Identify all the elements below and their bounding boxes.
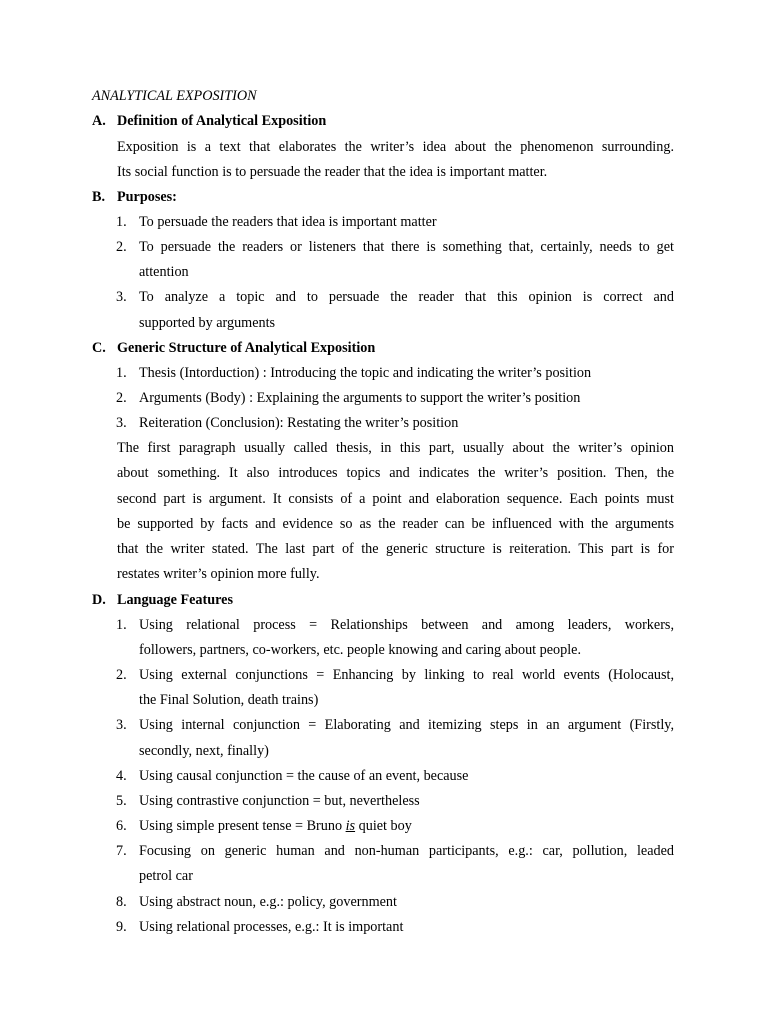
- section-a-letter: A.: [92, 113, 106, 129]
- list-item: [139, 817, 674, 835]
- list-item-continuation: petrol car: [139, 868, 193, 884]
- section-c-heading: Generic Structure of Analytical Exposition: [117, 340, 376, 356]
- list-item: Using relational processes, e.g.: It is important: [139, 919, 404, 935]
- list-item: To analyze a topic and to persuade the reader that this opinion is correct and: [139, 289, 674, 305]
- list-number: 3.: [116, 289, 127, 305]
- list-item: To persuade the readers or listeners that there is something that, certainly, needs to get: [139, 239, 674, 255]
- list-number: 2.: [116, 239, 127, 255]
- list-item: Using external conjunctions = Enhancing by linking to real world events (Holocaust,: [139, 667, 674, 683]
- list-number: 8.: [116, 894, 127, 910]
- section-a-line: Exposition is a text that elaborates the writer’s idea about the phenomenon surrounding.: [117, 139, 674, 155]
- section-c-letter: C.: [92, 340, 106, 356]
- list-item: Using relational process = Relationships between and among leaders, workers,: [139, 617, 674, 633]
- list-number: 2.: [116, 390, 127, 406]
- section-d-heading: Language Features: [117, 592, 233, 608]
- paragraph-line: second part is argument. It consists of a point and elaboration sequence. Each points must: [117, 491, 674, 507]
- list-number: 4.: [116, 768, 127, 784]
- list-number: 7.: [116, 843, 127, 859]
- list-item: Using contrastive conjunction = but, nevertheless: [139, 793, 420, 809]
- list-item: Using internal conjunction = Elaborating and itemizing steps in an argument (Firstly,: [139, 717, 674, 733]
- list-number: 6.: [116, 818, 127, 834]
- list-item-continuation: attention: [139, 264, 189, 280]
- section-a-heading: Definition of Analytical Exposition: [117, 113, 327, 129]
- list-item-text: quiet boy: [355, 818, 412, 834]
- paragraph-line: that the writer stated. The last part of the generic structure is reiteration. This part is for: [117, 541, 674, 557]
- section-d-letter: D.: [92, 592, 106, 608]
- emphasized-verb: is: [345, 818, 356, 834]
- list-number: 5.: [116, 793, 127, 809]
- list-item: Using abstract noun, e.g.: policy, government: [139, 894, 397, 910]
- list-number: 9.: [116, 919, 127, 935]
- list-number: 1.: [116, 214, 127, 230]
- list-number: 2.: [116, 667, 127, 683]
- paragraph-line: be supported by facts and evidence so as the reader can be influenced with the arguments: [117, 516, 674, 532]
- paragraph-line: restates writer’s opinion more fully.: [117, 566, 320, 582]
- list-item-continuation: secondly, next, finally): [139, 743, 269, 759]
- list-number: 1.: [116, 617, 127, 633]
- list-item: Thesis (Intorduction) : Introducing the topic and indicating the writer’s position: [139, 365, 592, 381]
- list-item: Arguments (Body) : Explaining the arguments to support the writer’s position: [139, 390, 581, 406]
- section-b-heading: Purposes:: [117, 189, 177, 205]
- paragraph-line: The first paragraph usually called thesis, in this part, usually about the writer’s opinion: [117, 440, 674, 456]
- list-item-continuation: the Final Solution, death trains): [139, 692, 319, 708]
- list-item-continuation: followers, partners, co-workers, etc. people knowing and caring about people.: [139, 642, 582, 658]
- section-b-letter: B.: [92, 189, 106, 205]
- list-number: 3.: [116, 717, 127, 733]
- list-number: 3.: [116, 415, 127, 431]
- paragraph-line: about something. It also introduces topics and indicates the writer’s position. Then, the: [117, 465, 674, 481]
- section-a-line: Its social function is to persuade the reader that the idea is important matter.: [117, 164, 548, 180]
- list-item: To persuade the readers that idea is important matter: [139, 214, 437, 230]
- list-item: Using causal conjunction = the cause of an event, because: [139, 768, 469, 784]
- list-item: Focusing on generic human and non-human participants, e.g.: car, pollution, leaded: [139, 843, 674, 859]
- document-title: ANALYTICAL EXPOSITION: [92, 88, 257, 104]
- list-item-text: Using simple present tense = Bruno: [139, 818, 346, 834]
- list-number: 1.: [116, 365, 127, 381]
- list-item: Reiteration (Conclusion): Restating the writer’s position: [139, 415, 459, 431]
- list-item-continuation: supported by arguments: [139, 315, 276, 331]
